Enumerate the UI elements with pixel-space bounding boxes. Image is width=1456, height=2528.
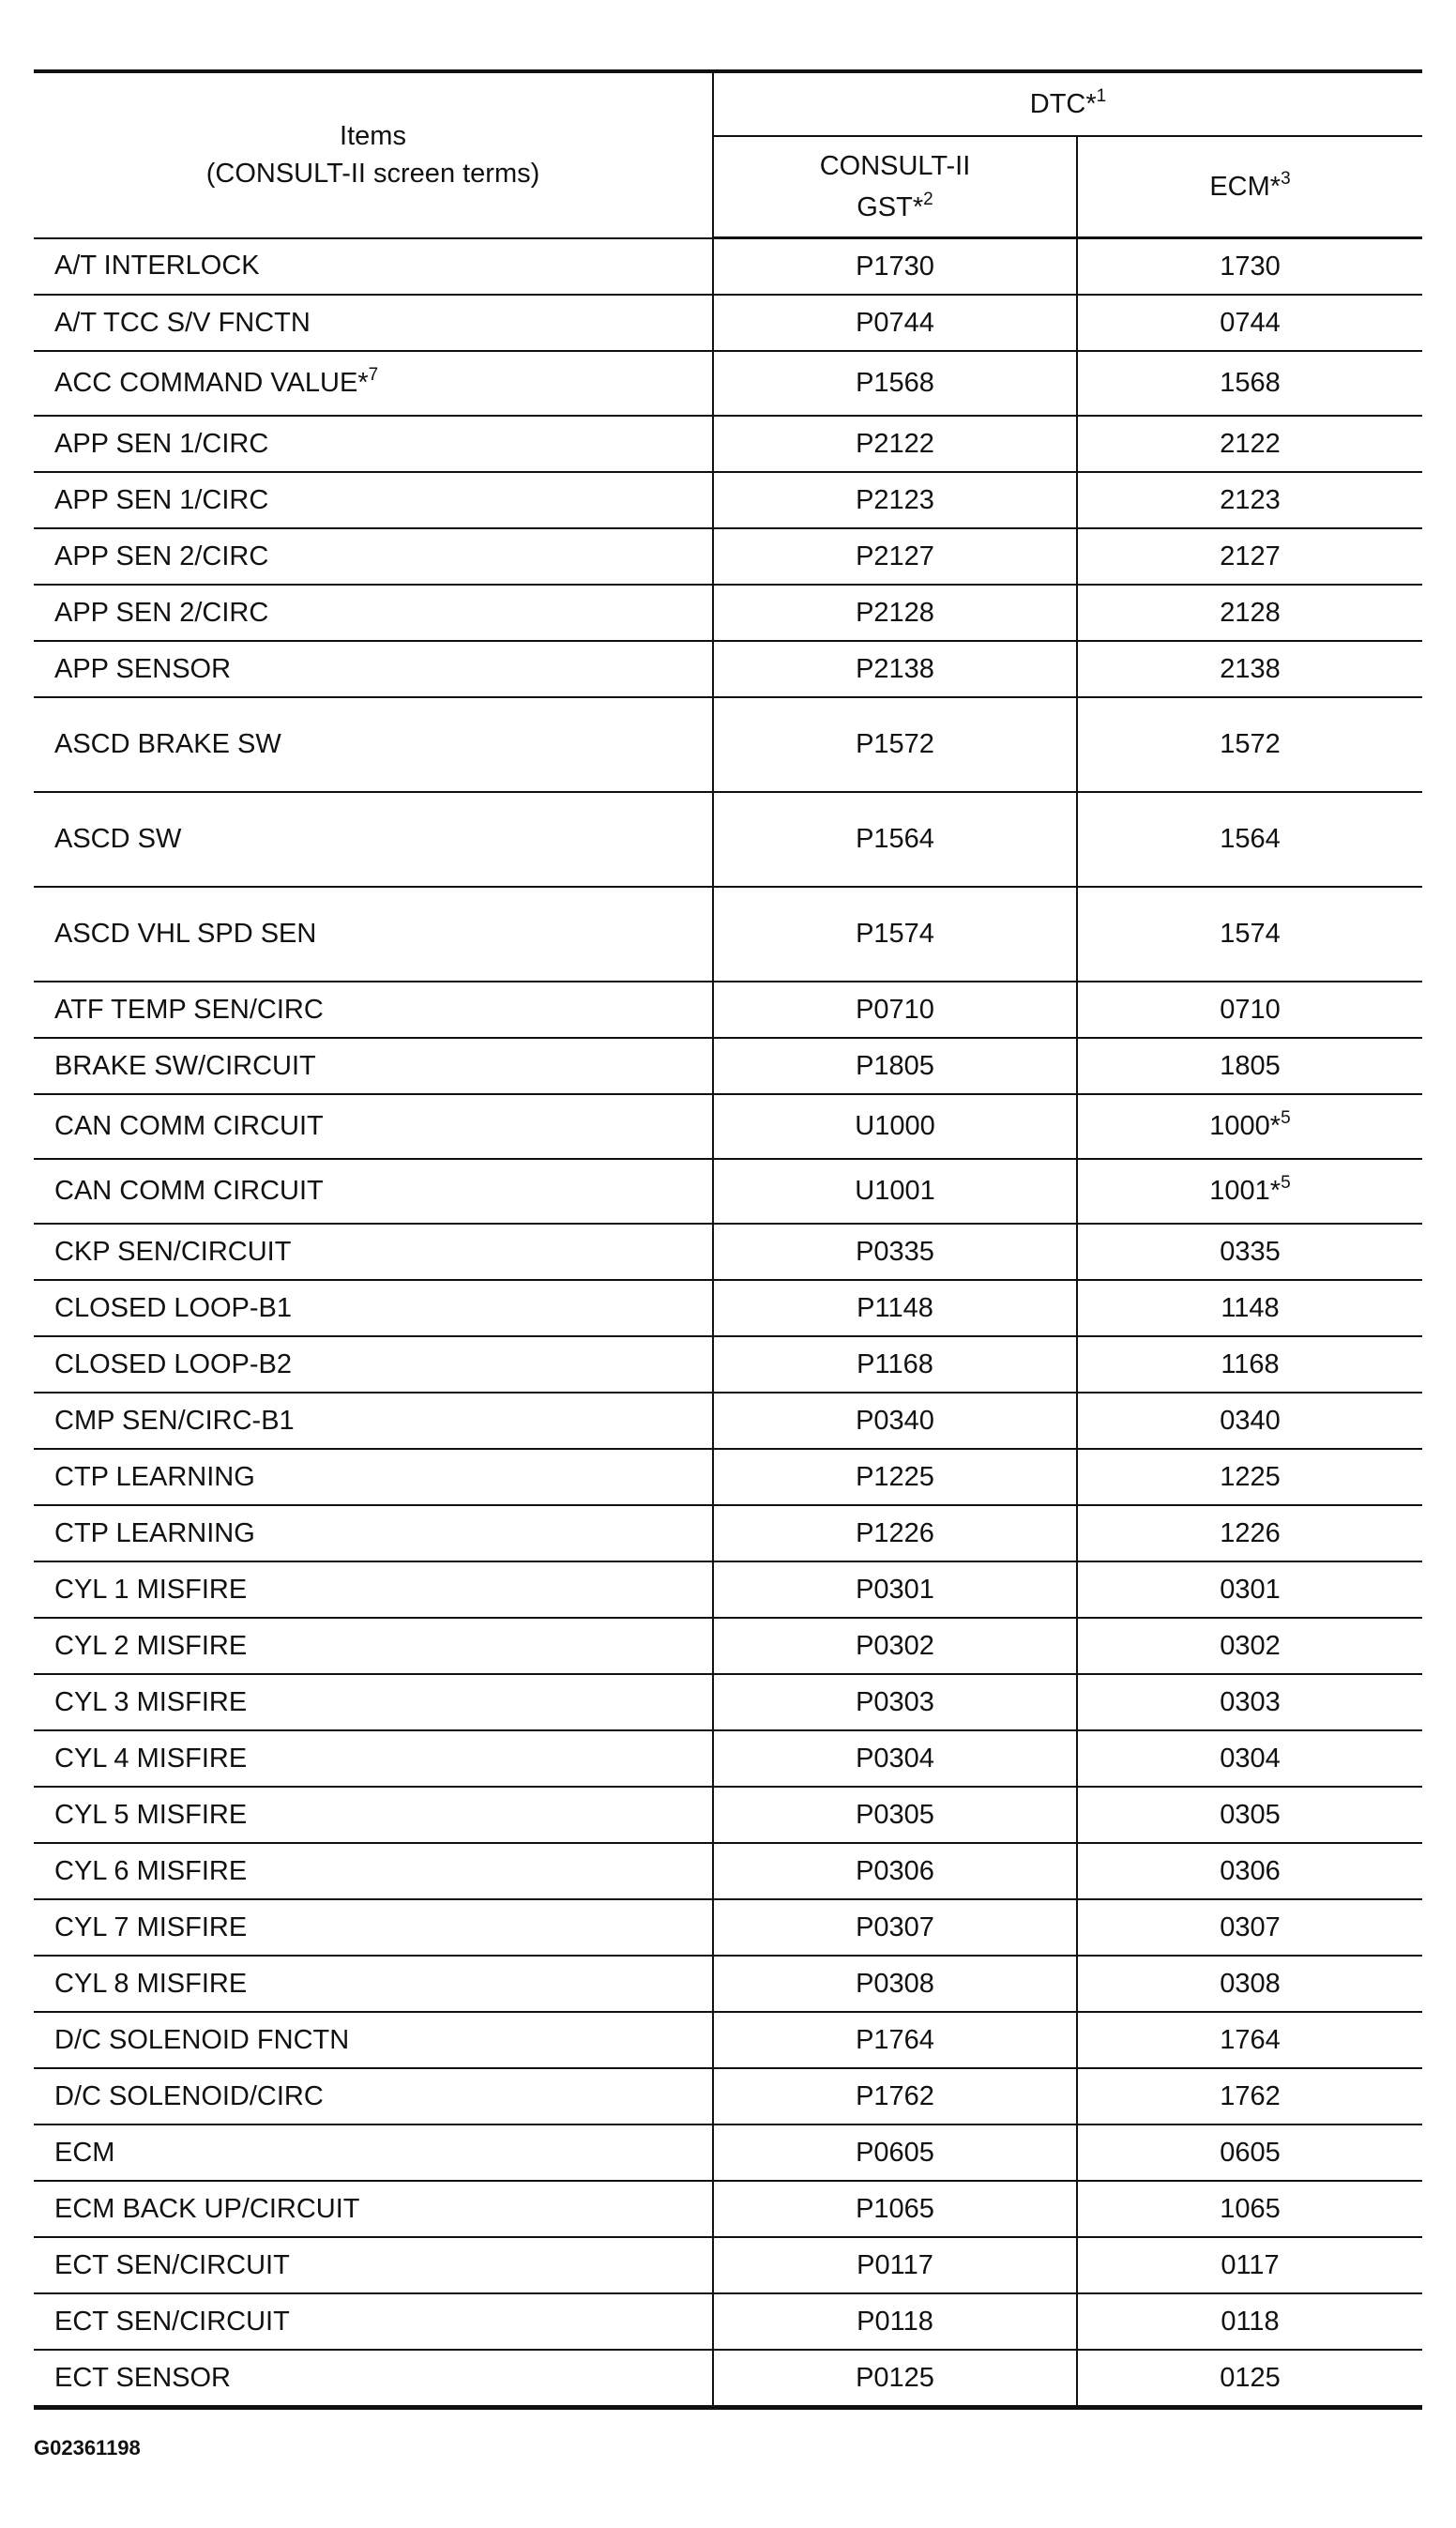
ecm-code-cell xyxy=(1077,1899,1422,1956)
item-cell xyxy=(34,1094,713,1159)
item-cell xyxy=(34,1730,713,1787)
ecm-code-cell xyxy=(1077,792,1422,887)
table-row xyxy=(34,2350,1422,2408)
item-cell xyxy=(34,1956,713,2012)
item-cell xyxy=(34,351,713,416)
ecm-code-text: 1762 xyxy=(1220,2080,1281,2111)
consult-gst-code-cell: P0125 xyxy=(713,2350,1077,2408)
item-cell xyxy=(34,1561,713,1618)
ecm-code-cell xyxy=(1077,2293,1422,2350)
consult-header-line2: GST* xyxy=(857,192,924,222)
ecm-code-text: 1805 xyxy=(1220,1050,1281,1081)
table-row xyxy=(34,1159,1422,1224)
ecm-code-text: 1568 xyxy=(1220,368,1281,398)
table-row xyxy=(34,1843,1422,1899)
consult-gst-code-cell: P1568 xyxy=(713,351,1077,416)
consult-gst-code-cell: P0304 xyxy=(713,1730,1077,1787)
item-cell xyxy=(34,1159,713,1224)
item-cell xyxy=(34,641,713,697)
consult-header-line1: CONSULT-II xyxy=(819,151,971,181)
table-row xyxy=(34,1730,1422,1787)
item-cell xyxy=(34,238,713,296)
table-row xyxy=(34,1618,1422,1674)
table-row xyxy=(34,2124,1422,2181)
table-row xyxy=(34,1505,1422,1561)
table-row xyxy=(34,1787,1422,1843)
ecm-code-cell xyxy=(1077,1618,1422,1674)
item-cell xyxy=(34,2068,713,2124)
table-row xyxy=(34,295,1422,351)
consult-gst-code-cell: P1065 xyxy=(713,2181,1077,2237)
table-row xyxy=(34,982,1422,1038)
consult-gst-code-cell: P1572 xyxy=(713,697,1077,792)
consult-gst-code-cell: P1764 xyxy=(713,2012,1077,2068)
ecm-code-text: 0302 xyxy=(1220,1630,1281,1661)
table-row xyxy=(34,1899,1422,1956)
table-row xyxy=(34,1393,1422,1449)
table-row xyxy=(34,1336,1422,1393)
consult-gst-code-cell: P0307 xyxy=(713,1899,1077,1956)
item-cell xyxy=(34,528,713,585)
item-cell xyxy=(34,1224,713,1280)
ecm-code-text: 0305 xyxy=(1220,1799,1281,1830)
consult-gst-code-cell: P0306 xyxy=(713,1843,1077,1899)
table-row xyxy=(34,1280,1422,1336)
consult-gst-code-cell: P1762 xyxy=(713,2068,1077,2124)
ecm-code-cell xyxy=(1077,1449,1422,1505)
ecm-code-text: 0125 xyxy=(1220,2362,1281,2393)
item-cell xyxy=(34,416,713,472)
ecm-code-cell xyxy=(1077,641,1422,697)
ecm-code-cell xyxy=(1077,1561,1422,1618)
item-cell xyxy=(34,697,713,792)
item-text: CMP SEN/CIRC-B1 xyxy=(54,1405,295,1436)
consult-gst-code-cell: P2127 xyxy=(713,528,1077,585)
item-text: ECT SEN/CIRCUIT xyxy=(54,2306,290,2337)
ecm-code-cell xyxy=(1077,2012,1422,2068)
ecm-code-cell xyxy=(1077,351,1422,416)
table-row xyxy=(34,2012,1422,2068)
item-text: CYL 6 MISFIRE xyxy=(54,1855,248,1886)
ecm-code-cell xyxy=(1077,697,1422,792)
table-row xyxy=(34,1956,1422,2012)
consult-gst-code-cell: P1168 xyxy=(713,1336,1077,1393)
table-row xyxy=(34,1224,1422,1280)
item-cell xyxy=(34,2124,713,2181)
consult-gst-code-cell: P0305 xyxy=(713,1787,1077,1843)
ecm-code-text: 0117 xyxy=(1221,2249,1280,2280)
ecm-code-cell xyxy=(1077,238,1422,296)
item-text: CYL 3 MISFIRE xyxy=(54,1686,248,1717)
table-row xyxy=(34,2293,1422,2350)
item-text: ACC COMMAND VALUE* xyxy=(54,368,369,398)
dtc-header-footnote: 1 xyxy=(1096,85,1107,106)
ecm-code-cell xyxy=(1077,1674,1422,1730)
item-cell xyxy=(34,1787,713,1843)
consult-gst-code-cell: P0605 xyxy=(713,2124,1077,2181)
table-row xyxy=(34,1674,1422,1730)
consult-gst-code-cell: P2122 xyxy=(713,416,1077,472)
items-header-line1: Items xyxy=(340,121,406,152)
ecm-column-header xyxy=(1077,136,1422,238)
ecm-code-cell xyxy=(1077,1336,1422,1393)
ecm-code-text: 0307 xyxy=(1220,1911,1281,1942)
ecm-code-cell xyxy=(1077,1843,1422,1899)
ecm-code-text: 0118 xyxy=(1221,2306,1280,2337)
item-cell xyxy=(34,2012,713,2068)
table-row xyxy=(34,2181,1422,2237)
ecm-code-cell xyxy=(1077,2181,1422,2237)
ecm-code-cell xyxy=(1077,1393,1422,1449)
consult-gst-code-cell: P0335 xyxy=(713,1224,1077,1280)
table-row xyxy=(34,528,1422,585)
consult-gst-code-cell: U1000 xyxy=(713,1094,1077,1159)
ecm-code-cell xyxy=(1077,585,1422,641)
ecm-code-cell xyxy=(1077,1159,1422,1224)
table-row xyxy=(34,792,1422,887)
ecm-code-text: 2138 xyxy=(1220,653,1281,684)
table-row xyxy=(34,887,1422,982)
ecm-code-text: 1572 xyxy=(1220,729,1281,759)
item-cell xyxy=(34,1674,713,1730)
item-text: APP SEN 1/CIRC xyxy=(54,484,269,515)
consult-gst-code-cell: P2123 xyxy=(713,472,1077,528)
item-cell xyxy=(34,1449,713,1505)
figure-id: G02361198 xyxy=(34,2436,141,2459)
item-footnote: 7 xyxy=(368,365,379,385)
table-row xyxy=(34,2068,1422,2124)
item-cell xyxy=(34,2350,713,2408)
item-text: APP SEN 2/CIRC xyxy=(54,541,269,571)
dtc-column-header xyxy=(713,71,1422,136)
ecm-code-cell xyxy=(1077,982,1422,1038)
item-text: APP SEN 1/CIRC xyxy=(54,428,269,459)
ecm-code-text: 1148 xyxy=(1221,1292,1280,1323)
table-row xyxy=(34,641,1422,697)
item-text: D/C SOLENOID FNCTN xyxy=(54,2024,350,2055)
ecm-code-text: 0605 xyxy=(1220,2137,1281,2168)
item-text: APP SEN 2/CIRC xyxy=(54,597,269,628)
table-row xyxy=(34,351,1422,416)
item-cell xyxy=(34,1899,713,1956)
item-text: CLOSED LOOP-B2 xyxy=(54,1348,293,1379)
ecm-code-text: 1574 xyxy=(1220,919,1281,949)
ecm-code-text: 0744 xyxy=(1220,307,1281,338)
consult-gst-code-cell: P1148 xyxy=(713,1280,1077,1336)
ecm-code-text: 0301 xyxy=(1220,1574,1281,1605)
ecm-code-text: 2122 xyxy=(1220,428,1281,459)
item-text: CYL 8 MISFIRE xyxy=(54,1968,248,1999)
item-cell xyxy=(34,2181,713,2237)
consult-gst-code-cell: P1225 xyxy=(713,1449,1077,1505)
ecm-code-text: 1730 xyxy=(1220,251,1281,282)
item-cell xyxy=(34,792,713,887)
item-cell xyxy=(34,2237,713,2293)
ecm-code-cell xyxy=(1077,295,1422,351)
item-text: ECT SEN/CIRCUIT xyxy=(54,2249,290,2280)
item-text: BRAKE SW/CIRCUIT xyxy=(54,1050,316,1081)
ecm-code-cell xyxy=(1077,1730,1422,1787)
item-cell xyxy=(34,1280,713,1336)
ecm-code-text: 2123 xyxy=(1220,484,1281,515)
ecm-header-footnote: 3 xyxy=(1281,169,1291,189)
ecm-code-cell xyxy=(1077,2350,1422,2408)
ecm-code-cell xyxy=(1077,2237,1422,2293)
table-row xyxy=(34,697,1422,792)
ecm-code-text: 0335 xyxy=(1220,1236,1281,1267)
ecm-code-text: 0303 xyxy=(1220,1686,1281,1717)
table-row xyxy=(34,238,1422,296)
ecm-code-cell xyxy=(1077,1038,1422,1094)
item-cell xyxy=(34,887,713,982)
ecm-footnote: 5 xyxy=(1281,1108,1291,1128)
item-text: CTP LEARNING xyxy=(54,1461,255,1492)
consult-gst-code-cell: P0118 xyxy=(713,2293,1077,2350)
consult-header-footnote: 2 xyxy=(923,190,933,209)
item-cell xyxy=(34,295,713,351)
ecm-code-text: 0308 xyxy=(1220,1968,1281,1999)
ecm-code-text: 1564 xyxy=(1220,824,1281,854)
consult-gst-column-header xyxy=(713,136,1077,238)
consult-gst-code-cell: P1574 xyxy=(713,887,1077,982)
item-text: ECM xyxy=(54,2137,115,2168)
table-row xyxy=(34,1561,1422,1618)
table-row xyxy=(34,1449,1422,1505)
item-text: ECM BACK UP/CIRCUIT xyxy=(54,2193,360,2224)
dtc-table xyxy=(34,69,1422,2410)
item-cell xyxy=(34,1393,713,1449)
ecm-code-cell xyxy=(1077,416,1422,472)
ecm-code-text: 1226 xyxy=(1220,1517,1281,1548)
items-header-line2: (CONSULT-II screen terms) xyxy=(205,159,540,190)
item-cell xyxy=(34,1618,713,1674)
table-row xyxy=(34,1038,1422,1094)
dtc-table-body xyxy=(34,238,1422,2408)
item-cell xyxy=(34,1843,713,1899)
ecm-code-text: 2128 xyxy=(1220,597,1281,628)
consult-gst-code-cell: P0308 xyxy=(713,1956,1077,2012)
ecm-code-text: 1225 xyxy=(1220,1461,1281,1492)
ecm-code-cell xyxy=(1077,887,1422,982)
item-text: ASCD VHL SPD SEN xyxy=(54,919,317,949)
item-text: CLOSED LOOP-B1 xyxy=(54,1292,293,1323)
item-text: ATF TEMP SEN/CIRC xyxy=(54,994,324,1025)
table-row xyxy=(34,1094,1422,1159)
item-cell xyxy=(34,2293,713,2350)
consult-gst-code-cell: P1805 xyxy=(713,1038,1077,1094)
item-cell xyxy=(34,1038,713,1094)
ecm-code-text: 1001* xyxy=(1209,1176,1282,1206)
ecm-code-cell xyxy=(1077,472,1422,528)
item-text: ASCD SW xyxy=(54,824,182,854)
item-cell xyxy=(34,982,713,1038)
ecm-code-cell xyxy=(1077,1787,1422,1843)
ecm-code-cell xyxy=(1077,1956,1422,2012)
consult-gst-code-cell: P2138 xyxy=(713,641,1077,697)
item-text: ECT SENSOR xyxy=(54,2362,232,2393)
ecm-code-text: 1168 xyxy=(1221,1348,1280,1379)
ecm-code-text: 0340 xyxy=(1220,1405,1281,1436)
item-text: CKP SEN/CIRCUIT xyxy=(54,1236,292,1267)
ecm-code-text: 0306 xyxy=(1220,1855,1281,1886)
ecm-code-text: 0304 xyxy=(1220,1743,1281,1774)
dtc-header-label: DTC* xyxy=(1029,88,1097,119)
table-row xyxy=(34,472,1422,528)
item-text: D/C SOLENOID/CIRC xyxy=(54,2080,324,2111)
ecm-code-text: 0710 xyxy=(1220,994,1281,1025)
ecm-footnote: 5 xyxy=(1281,1173,1291,1193)
table-row xyxy=(34,2237,1422,2293)
consult-gst-code-cell: P1564 xyxy=(713,792,1077,887)
ecm-code-text: 1065 xyxy=(1220,2193,1281,2224)
item-text: CYL 5 MISFIRE xyxy=(54,1799,248,1830)
consult-gst-code-cell: P2128 xyxy=(713,585,1077,641)
item-text: CAN COMM CIRCUIT xyxy=(54,1176,324,1206)
consult-gst-code-cell: P0744 xyxy=(713,295,1077,351)
item-cell xyxy=(34,1505,713,1561)
item-cell xyxy=(34,1336,713,1393)
ecm-code-cell xyxy=(1077,2124,1422,2181)
ecm-code-text: 1764 xyxy=(1220,2024,1281,2055)
consult-gst-code-cell: P0302 xyxy=(713,1618,1077,1674)
consult-gst-code-cell: P0301 xyxy=(713,1561,1077,1618)
ecm-code-cell xyxy=(1077,1505,1422,1561)
item-text: A/T INTERLOCK xyxy=(54,251,260,282)
ecm-code-text: 2127 xyxy=(1220,541,1281,571)
item-cell xyxy=(34,472,713,528)
item-text: ASCD BRAKE SW xyxy=(54,729,281,759)
item-text: A/T TCC S/V FNCTN xyxy=(54,307,311,338)
ecm-code-text: 1000* xyxy=(1209,1111,1282,1141)
consult-gst-code-cell: P0710 xyxy=(713,982,1077,1038)
ecm-code-cell xyxy=(1077,528,1422,585)
item-cell xyxy=(34,585,713,641)
consult-gst-code-cell: P1730 xyxy=(713,238,1077,296)
consult-gst-code-cell: U1001 xyxy=(713,1159,1077,1224)
consult-gst-code-cell: P0340 xyxy=(713,1393,1077,1449)
table-row xyxy=(34,585,1422,641)
item-text: CYL 4 MISFIRE xyxy=(54,1743,248,1774)
ecm-code-cell xyxy=(1077,2068,1422,2124)
ecm-code-cell xyxy=(1077,1280,1422,1336)
item-text: CYL 2 MISFIRE xyxy=(54,1630,248,1661)
table-row xyxy=(34,416,1422,472)
item-text: CTP LEARNING xyxy=(54,1517,255,1548)
items-column-header xyxy=(34,71,713,238)
ecm-code-cell xyxy=(1077,1094,1422,1159)
ecm-code-cell xyxy=(1077,1224,1422,1280)
item-text: CAN COMM CIRCUIT xyxy=(54,1111,324,1141)
consult-gst-code-cell: P1226 xyxy=(713,1505,1077,1561)
ecm-header-label: ECM* xyxy=(1209,172,1282,202)
item-text: CYL 1 MISFIRE xyxy=(54,1574,248,1605)
item-text: APP SENSOR xyxy=(54,653,232,684)
consult-gst-code-cell: P0117 xyxy=(713,2237,1077,2293)
item-text: CYL 7 MISFIRE xyxy=(54,1911,248,1942)
consult-gst-code-cell: P0303 xyxy=(713,1674,1077,1730)
